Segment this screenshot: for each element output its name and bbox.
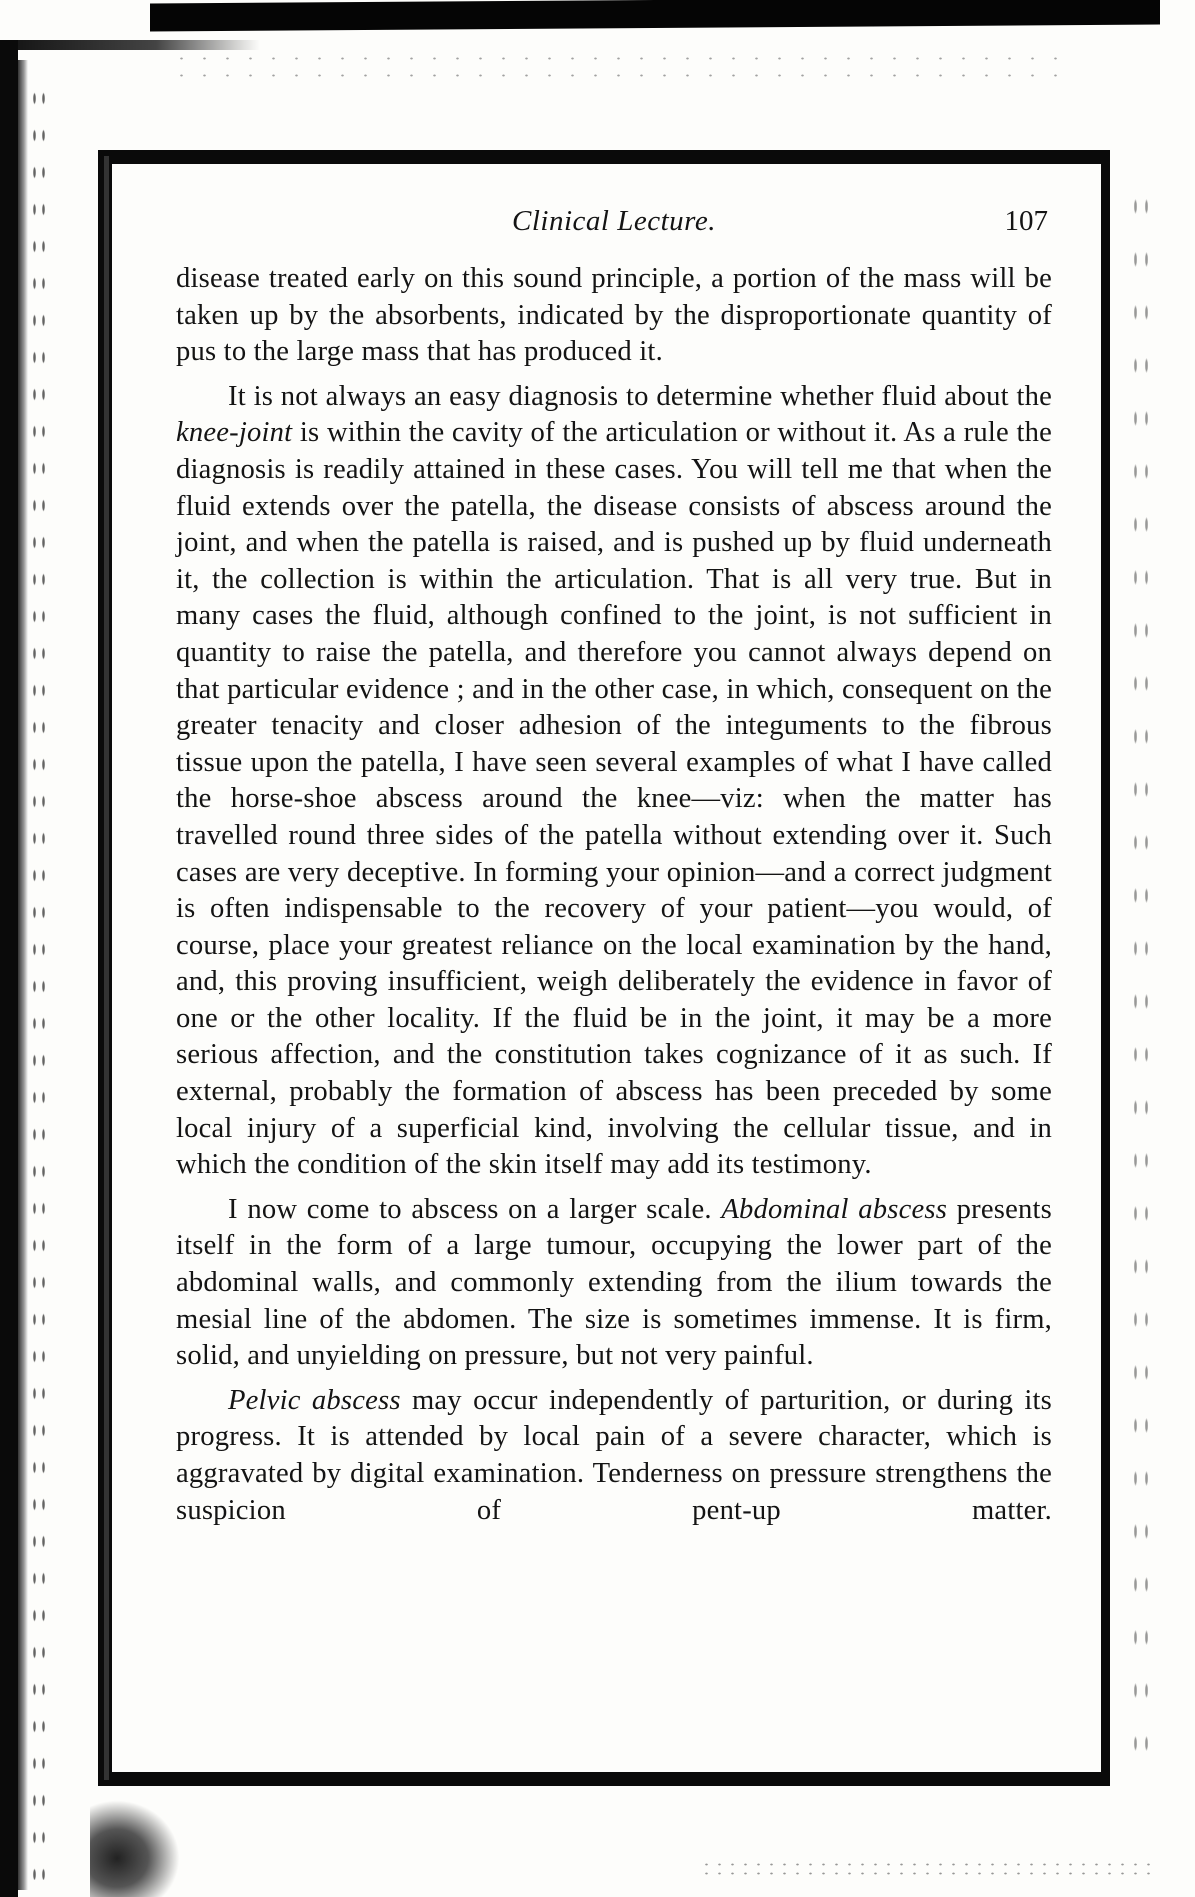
- running-title: Clinical Lecture.: [512, 205, 716, 237]
- knee-joint-term: knee-joint: [176, 417, 293, 449]
- abdominal-abscess-heading: Abdominal abscess: [721, 1193, 948, 1225]
- paragraph-2: [176, 379, 1052, 1184]
- scan-border-top-edge: [0, 40, 260, 50]
- page-header: [176, 205, 1052, 245]
- pelvic-abscess-heading: Pelvic abscess: [228, 1384, 401, 1416]
- scan-noise-right: [1130, 180, 1150, 1780]
- paragraph-4-text: may occur independently of parturition, or during its progress. It is attended by local pain of a severe character, which is aggravated by digital examination. Tenderness on pressure strengthens the suspicion of pent-up matter.: [176, 1384, 1052, 1526]
- paragraph-1-text: disease treated early on this sound principle, a portion of the mass will be taken up by the absorbents, indicated by the disproportionate quantity of pus to the large mass that has produced it.: [176, 263, 1052, 368]
- paragraph-3: [176, 1192, 1052, 1375]
- page-content: [176, 205, 1052, 1529]
- page-number: 107: [1004, 205, 1048, 237]
- paragraph-4: [176, 1383, 1052, 1529]
- scan-border-top: [150, 0, 1160, 32]
- paragraph-3-text-b: presents itself in the form of a large tumour, occupying the lower part of the abdominal walls, and commonly extending from the ilium towards the mesial line of the abdomen. The size is sometimes immense. It is firm, solid, and unyielding on pressure, but not very painful.: [176, 1193, 1052, 1372]
- page-frame-inner-line: [104, 156, 109, 1780]
- paragraph-3-text-a: I now come to abscess on a larger scale.: [228, 1193, 722, 1225]
- scan-noise-left: [30, 80, 50, 1880]
- scan-noise-top: [170, 50, 1070, 90]
- paragraph-2-text-b: is within the cavity of the articulation or without it. As a rule the diagnosis is readily attained in these cases. You will tell me that when the fluid extends over the patella, the disease consists of abscess around the joint, and when the patella is raised, and is pushed up by fluid underneath it, the collection is within the articulation. That is all very true. But in many cases the fluid, although confined to the joint, is not sufficient in quantity to raise the patella, and therefore you cannot always depend on that particular evidence ; and in the other case, in which, consequent on the greater tenacity and closer adhesion of the integuments to the fibrous tissue upon the patella, I have seen several examples of what I have called the horse-shoe abscess around the knee—viz: when the matter has travelled round three sides of the patella without extending over it. Such cases are very deceptive. In forming your opinion—and a correct judgment is often indispensable to the recovery of your patient—you would, of course, place your greatest reliance on the local examination by the hand, and, this proving insufficient, weigh deliberately the evidence in favor of one or the other locality. If the fluid be in the joint, it may be a more serious affection, and the constitution takes cognizance of it as such. If external, probably the formation of abscess has been preceded by some local injury of a superficial kind, involving the cellular tissue, and in which the condition of the skin itself may add its testimony.: [176, 417, 1052, 1181]
- paragraph-2-text-a: It is not always an easy diagnosis to determine whether fluid about the: [228, 380, 1052, 412]
- paragraph-1: [176, 261, 1052, 371]
- scan-shadow-left: [18, 60, 28, 1890]
- scan-blot: [90, 1800, 180, 1897]
- scan-border-left: [0, 40, 18, 1897]
- scan-noise-bottom: [700, 1860, 1160, 1880]
